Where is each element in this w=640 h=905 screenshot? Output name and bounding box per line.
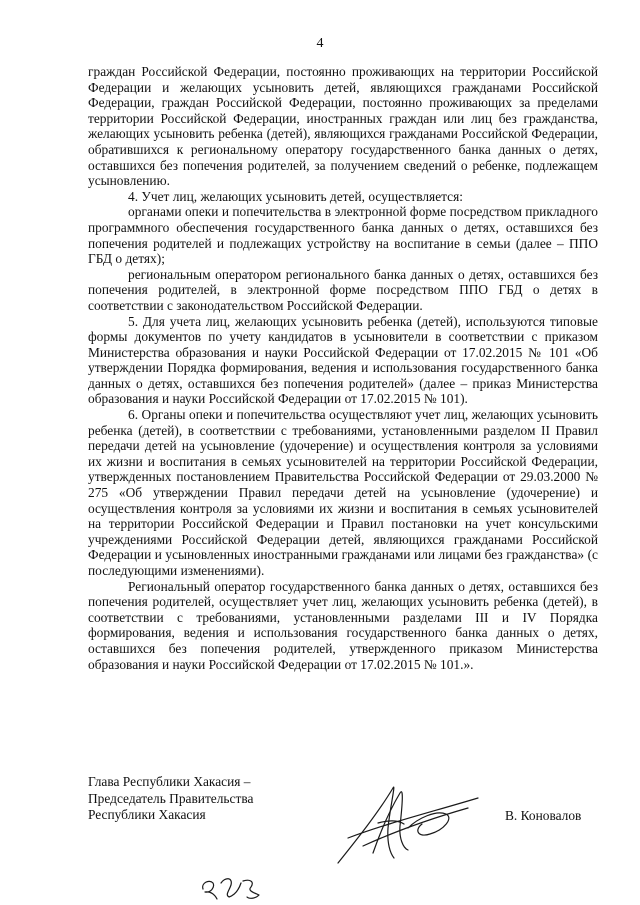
paragraph-continuation: граждан Российской Федерации, постоянно проживающих на территории Российской Федерации и желающих усыновить детей, являющихся гражданами Российской Федерации, граждан Российской Федерации, постоянно проживающих за пределами территории Российской Федерации, иностранных граждан или лиц без гражданства, желающих усыновить ребенка (детей), являющихся гражданами Российской Федерации, обратившихся к региональному оператору государственного банка данных о детях, оставшихся без попечения родителей, за получением сведений о ребенке, подлежащем усыновлению.: [88, 64, 598, 189]
signer-name: В. Коновалов: [505, 808, 582, 823]
signatory-title-line: Председатель Правительства: [88, 790, 254, 806]
paragraph-item-4: 4. Учет лиц, желающих усыновить детей, осуществляется:: [128, 188, 463, 204]
page-number: 4: [316, 36, 324, 51]
handwritten-initials-mark: [195, 865, 275, 903]
signatory-title: [88, 774, 253, 824]
signatory-title-line: Глава Республики Хакасия –: [88, 774, 251, 789]
paragraph-guardianship-bodies: органами опеки и попечительства в электронной форме посредством прикладного программного обеспечения государственного банка данных о детях, оставшихся без попечения родителей и подлежащих устройству на воспитание в семьи (далее – ППО ГБД о детях);: [88, 204, 598, 267]
paragraph-item-5: 5. Для учета лиц, желающих усыновить ребенка (детей), используются типовые формы документов по учету кандидатов в усыновители в соответствии с приказом Министерства образования и науки Российской Федерации от 17.02.2015 № 101 «Об утверждении Порядка формирования, ведения и использования государственного банка данных о детях, оставшихся без попечения родителей» (далее – приказ Министерства образования и науки Российской Федерации от 17.02.2015 № 101).: [88, 313, 598, 407]
paragraph-item-6: 6. Органы опеки и попечительства осуществляют учет лиц, желающих усыновить ребенка (детей), в соответствии с требованиями, установленными разделом II Правил передачи детей на усыновление (удочерение) и осуществления контроля за условиями их жизни и воспитания в семьях усыновителей на территории Российской Федерации, утвержденных постановлением Правительства Российской Федерации от 29.03.2000 № 275 «Об утверждении Правил передачи детей на усыновление (удочерение) и осуществления контроля за условиями их жизни и воспитания в семьях усыновителей на территории Российской Федерации и Правил постановки на учет консульскими учреждениями Российской Федерации детей, являющихся гражданами Российской Федерации и усыновленных иностранными гражданами или лицами без гражданства» (с последующими изменениями).: [88, 407, 598, 578]
document-body: [88, 64, 598, 672]
signatory-title-line: Республики Хакасия: [88, 807, 206, 822]
handwritten-signature: [318, 768, 488, 878]
paragraph-regional-operator: региональным оператором регионального банка данных о детях, оставшихся без попечения родителей, в электронной форме посредством ППО ГБД о детях в соответствии с законодательством Российской Федерации.: [88, 266, 598, 313]
paragraph-regional-operator-accounting: Региональный оператор государственного банка данных о детях, оставшихся без попечения родителей, осуществляет учет лиц, желающих усыновить ребенка (детей), в соответствии с требованиями, установленными разделами III и IV Порядка формирования, ведения и использования государственного банка данных о детях, оставшихся без попечения родителей, утвержденного приказом Министерства образования и науки Российской Федерации от 17.02.2015 № 101.».: [88, 578, 598, 672]
